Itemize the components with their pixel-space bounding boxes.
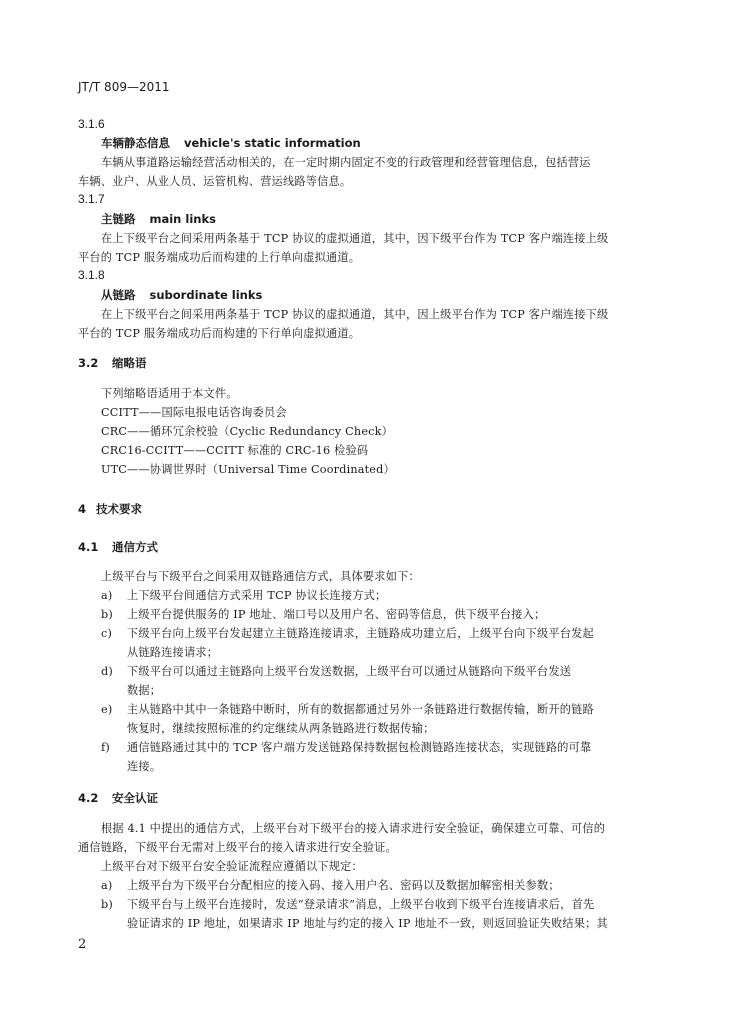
list-item-f [101, 739, 591, 755]
clause-number-3-1-6: 3.1.6 [78, 117, 105, 131]
section-title: 通信方式 [112, 540, 158, 554]
list-item-continuation: 从链路连接请求； [127, 646, 219, 659]
abbreviation-item: UTC——协调世界时（Universal Time Coordinated） [101, 463, 395, 476]
term-en: main links [149, 212, 216, 226]
section-title: 安全认证 [112, 791, 158, 805]
list-item-a [101, 587, 386, 603]
list-item-b [101, 896, 594, 912]
section-heading-4-1 [78, 539, 158, 555]
list-text: 上下级平台间通信方式采用 TCP 协议长连接方式； [127, 589, 387, 602]
abbreviations-intro: 下列缩略语适用于本文件。 [101, 387, 238, 400]
list-marker: f) [101, 741, 110, 754]
definition-line: 在上下级平台之间采用两条基于 TCP 协议的虚拟通道，其中，因下级平台作为 TCP 客户端连接上级 [101, 232, 609, 245]
list-item-continuation: 恢复时，继续按照标准的约定继续从两条链路进行数据传输； [127, 722, 435, 735]
term-zh: 主链路 [101, 212, 136, 226]
term-zh: 车辆静态信息 [101, 136, 170, 150]
section-number: 3.2 [78, 356, 99, 370]
term-vehicle-static-information [101, 135, 361, 151]
list-marker: b) [101, 898, 113, 911]
list-text: 下级平台向上级平台发起建立主链路连接请求，主链路成功建立后，上级平台向下级平台发起 [127, 627, 594, 640]
list-text: 下级平台可以通过主链路向上级平台发送数据，上级平台可以通过从链路向下级平台发送 [127, 665, 572, 678]
list-text: 上级平台提供服务的 IP 地址、端口号以及用户名、密码等信息，供下级平台接入； [127, 608, 546, 621]
list-text: 下级平台与上级平台连接时，发送“登录请求”消息，上级平台收到下级平台连接请求后，首先 [127, 898, 595, 911]
term-main-links [101, 211, 216, 227]
abbreviation-item: CCITT——国际电报电话咨询委员会 [101, 406, 287, 419]
clause-number-3-1-7: 3.1.7 [78, 192, 105, 206]
clause-number-3-1-8: 3.1.8 [78, 268, 105, 282]
list-item-c [101, 625, 594, 641]
list-marker: d) [101, 665, 113, 678]
term-zh: 从链路 [101, 288, 136, 302]
definition-line: 车辆、业户、从业人员、运管机构、营运线路等信息。 [78, 175, 352, 188]
list-marker: e) [101, 703, 113, 716]
list-item-a [101, 877, 560, 893]
list-item-continuation: 数据； [127, 684, 162, 697]
abbreviation-item: CRC——循环冗余校验（Cyclic Redundancy Check） [101, 425, 393, 438]
list-item-d [101, 663, 571, 679]
list-text: 主从链路中其中一条链路中断时，所有的数据都通过另外一条链路进行数据传输，断开的链路 [127, 703, 594, 716]
list-item-continuation: 验证请求的 IP 地址，如果请求 IP 地址与约定的接入 IP 地址不一致，则返回验证失败结果；其 [127, 917, 608, 930]
list-marker: b) [101, 608, 113, 621]
definition-line: 车辆从事道路运输经营活动相关的，在一定时期内固定不变的行政管理和经营管理信息，包括营运 [101, 156, 591, 169]
standard-code: JT/T 809—2011 [78, 80, 170, 94]
paragraph-line: 上级平台与下级平台之间采用双链路通信方式，具体要求如下： [101, 570, 420, 583]
page-number: 2 [78, 937, 87, 952]
list-item-continuation: 连接。 [127, 760, 162, 773]
chapter-number: 4 [78, 502, 87, 516]
section-number: 4.2 [78, 791, 99, 805]
section-title: 缩略语 [112, 356, 147, 370]
paragraph-line: 根据 4.1 中提出的通信方式，上级平台对下级平台的接入请求进行安全验证，确保建立可靠、可信的 [101, 822, 606, 835]
definition-line: 平台的 TCP 服务端成功后而构建的下行单向虚拟通道。 [78, 327, 361, 340]
list-marker: a) [101, 879, 113, 892]
term-en: subordinate links [149, 288, 263, 302]
paragraph-line: 通信链路，下级平台无需对上级平台的接入请求进行安全验证。 [78, 841, 397, 854]
term-en: vehicle's static information [184, 136, 361, 150]
abbreviation-item: CRC16-CCITT——CCITT 标准的 CRC-16 检验码 [101, 444, 369, 457]
section-number: 4.1 [78, 540, 99, 554]
chapter-heading-4 [78, 501, 142, 517]
list-item-b [101, 606, 545, 622]
list-text: 通信链路通过其中的 TCP 客户端方发送链路保持数据包检测链路连接状态，实现链路的可靠 [127, 741, 592, 754]
list-marker: c) [101, 627, 113, 640]
list-text: 上级平台为下级平台分配相应的接入码、接入用户名、密码以及数据加解密相关参数； [127, 879, 560, 892]
list-marker: a) [101, 589, 113, 602]
list-item-e [101, 701, 594, 717]
definition-line: 在上下级平台之间采用两条基于 TCP 协议的虚拟通道，其中，因上级平台作为 TCP 客户端连接下级 [101, 308, 609, 321]
chapter-title: 技术要求 [96, 502, 142, 516]
section-heading-4-2 [78, 790, 158, 806]
term-subordinate-links [101, 287, 262, 303]
definition-line: 平台的 TCP 服务端成功后而构建的上行单向虚拟通道。 [78, 251, 361, 264]
section-heading-3-2 [78, 355, 147, 371]
paragraph-line: 上级平台对下级平台安全验证流程应遵循以下规定： [101, 860, 363, 873]
